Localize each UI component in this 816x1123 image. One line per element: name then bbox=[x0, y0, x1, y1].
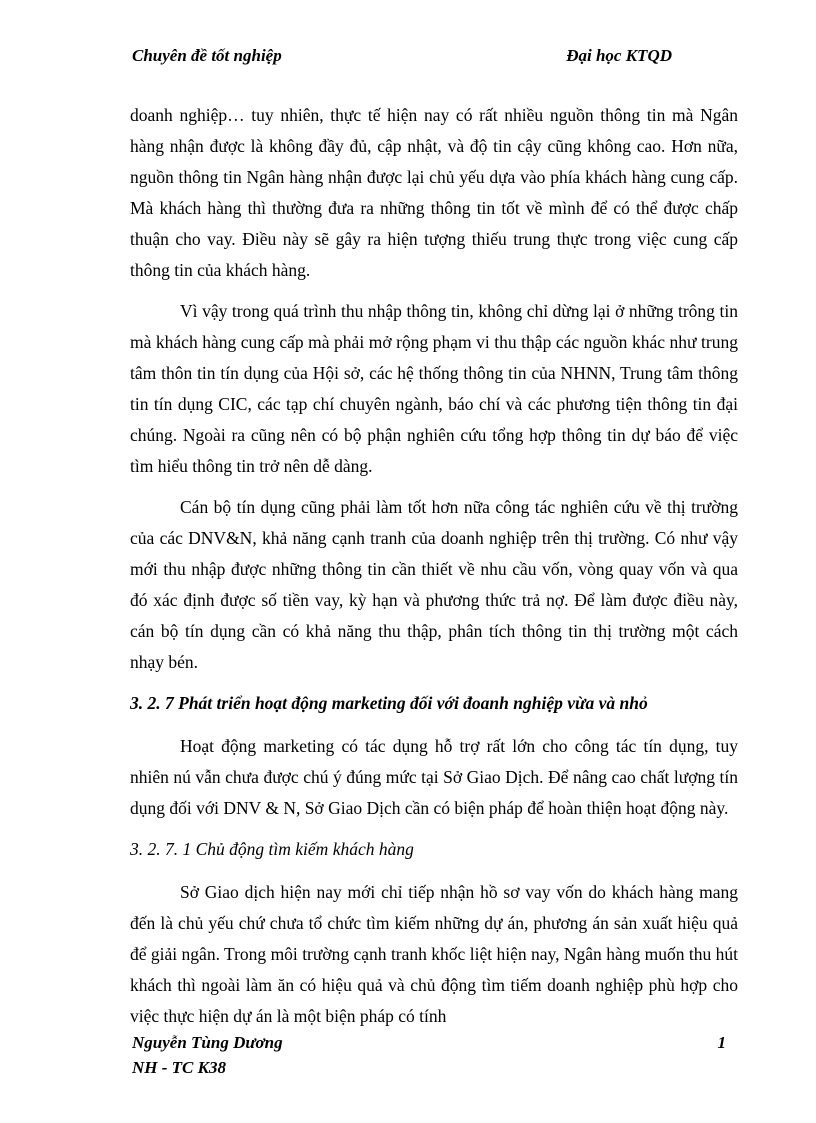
page-footer bbox=[132, 1030, 726, 1080]
document-body bbox=[130, 100, 738, 1042]
footer-author-block bbox=[132, 1030, 283, 1080]
paragraph-3: Cán bộ tín dụng cũng phải làm tốt hơn nữa công tác nghiên cứu về thị trường của các DNV&N, khả năng cạnh tranh của doanh nghiệp trên thị trường. Có như vậy mới thu nhập được những thông tin cần thiết về nhu cầu vốn, vòng quay vốn và qua đó xác định được số tiền vay, kỳ hạn và phương thức trả nợ. Để làm được điều này, cán bộ tín dụng cần có khả năng thu thập, phân tích thông tin thị trường một cách nhạy bén. bbox=[130, 497, 738, 672]
header-title: Chuyên đề tốt nghiệp bbox=[132, 46, 282, 65]
footer-class-label: NH - TC K38 bbox=[132, 1058, 226, 1077]
paragraph-2: Vì vậy trong quá trình thu nhập thông tin, không chỉ dừng lại ở những trông tin mà khách hàng cung cấp mà phải mở rộng phạm vi thu thập các nguồn khác như trung tâm thôn tin tín dụng của Hội sở, các hệ thống thông tin của NHNN, Trung tâm thông tin tín dụng CIC, các tạp chí chuyên ngành, báo chí và các phương tiện thông tin đại chúng. Ngoài ra cũng nên có bộ phận nghiên cứu tổng hợp thông tin dự báo để việc tìm hiểu thông tin trở nên dễ dàng. bbox=[130, 301, 738, 476]
footer-author-name: Nguyễn Tùng Dương bbox=[132, 1033, 283, 1052]
paragraph-5: Sở Giao dịch hiện nay mới chỉ tiếp nhận hồ sơ vay vốn do khách hàng mang đến là chủ yếu chứ chưa tổ chức tìm kiếm những dự án, phương án sản xuất hiệu quả để giải ngân. Trong môi trường cạnh tranh khốc liệt hiện nay, Ngân hàng muốn thu hút khách thì ngoài làm ăn có hiệu quả và chủ động tìm tiếm doanh nghiệp phù hợp cho việc thực hiện dự án là một biện pháp có tính bbox=[130, 882, 738, 1026]
section-heading-3-2-7: 3. 2. 7 Phát triển hoạt động marketing đối với đoanh nghiệp vừa và nhỏ bbox=[130, 693, 648, 713]
header-university: Đại học KTQD bbox=[566, 46, 672, 65]
paragraph-4: Hoạt động marketing có tác dụng hỗ trợ rất lớn cho công tác tín dụng, tuy nhiên nú vẫn chưa được chú ý đúng mức tại Sở Giao Dịch. Để nâng cao chất lượng tín dụng đối với DNV & N, Sở Giao Dịch cần có biện pháp để hoàn thiện hoạt động này. bbox=[130, 736, 738, 818]
paragraph-1: doanh nghiệp… tuy nhiên, thực tế hiện nay có rất nhiều nguồn thông tin mà Ngân hàng nhận được là không đầy đủ, cập nhật, và độ tin cậy cũng không cao. Hơn nữa, nguồn thông tin Ngân hàng nhận được lại chủ yếu dựa vào phía khách hàng cung cấp. Mà khách hàng thì thường đưa ra những thông tin tốt về mình để có thể được chấp thuận cho vay. Điều này sẽ gây ra hiện tượng thiếu trung thực trong việc cung cấp thông tin của khách hàng. bbox=[130, 105, 738, 280]
page-header bbox=[132, 46, 730, 66]
page-number: 1 bbox=[717, 1033, 726, 1052]
subsection-heading-3-2-7-1: 3. 2. 7. 1 Chủ động tìm kiếm khách hàng bbox=[130, 839, 414, 859]
